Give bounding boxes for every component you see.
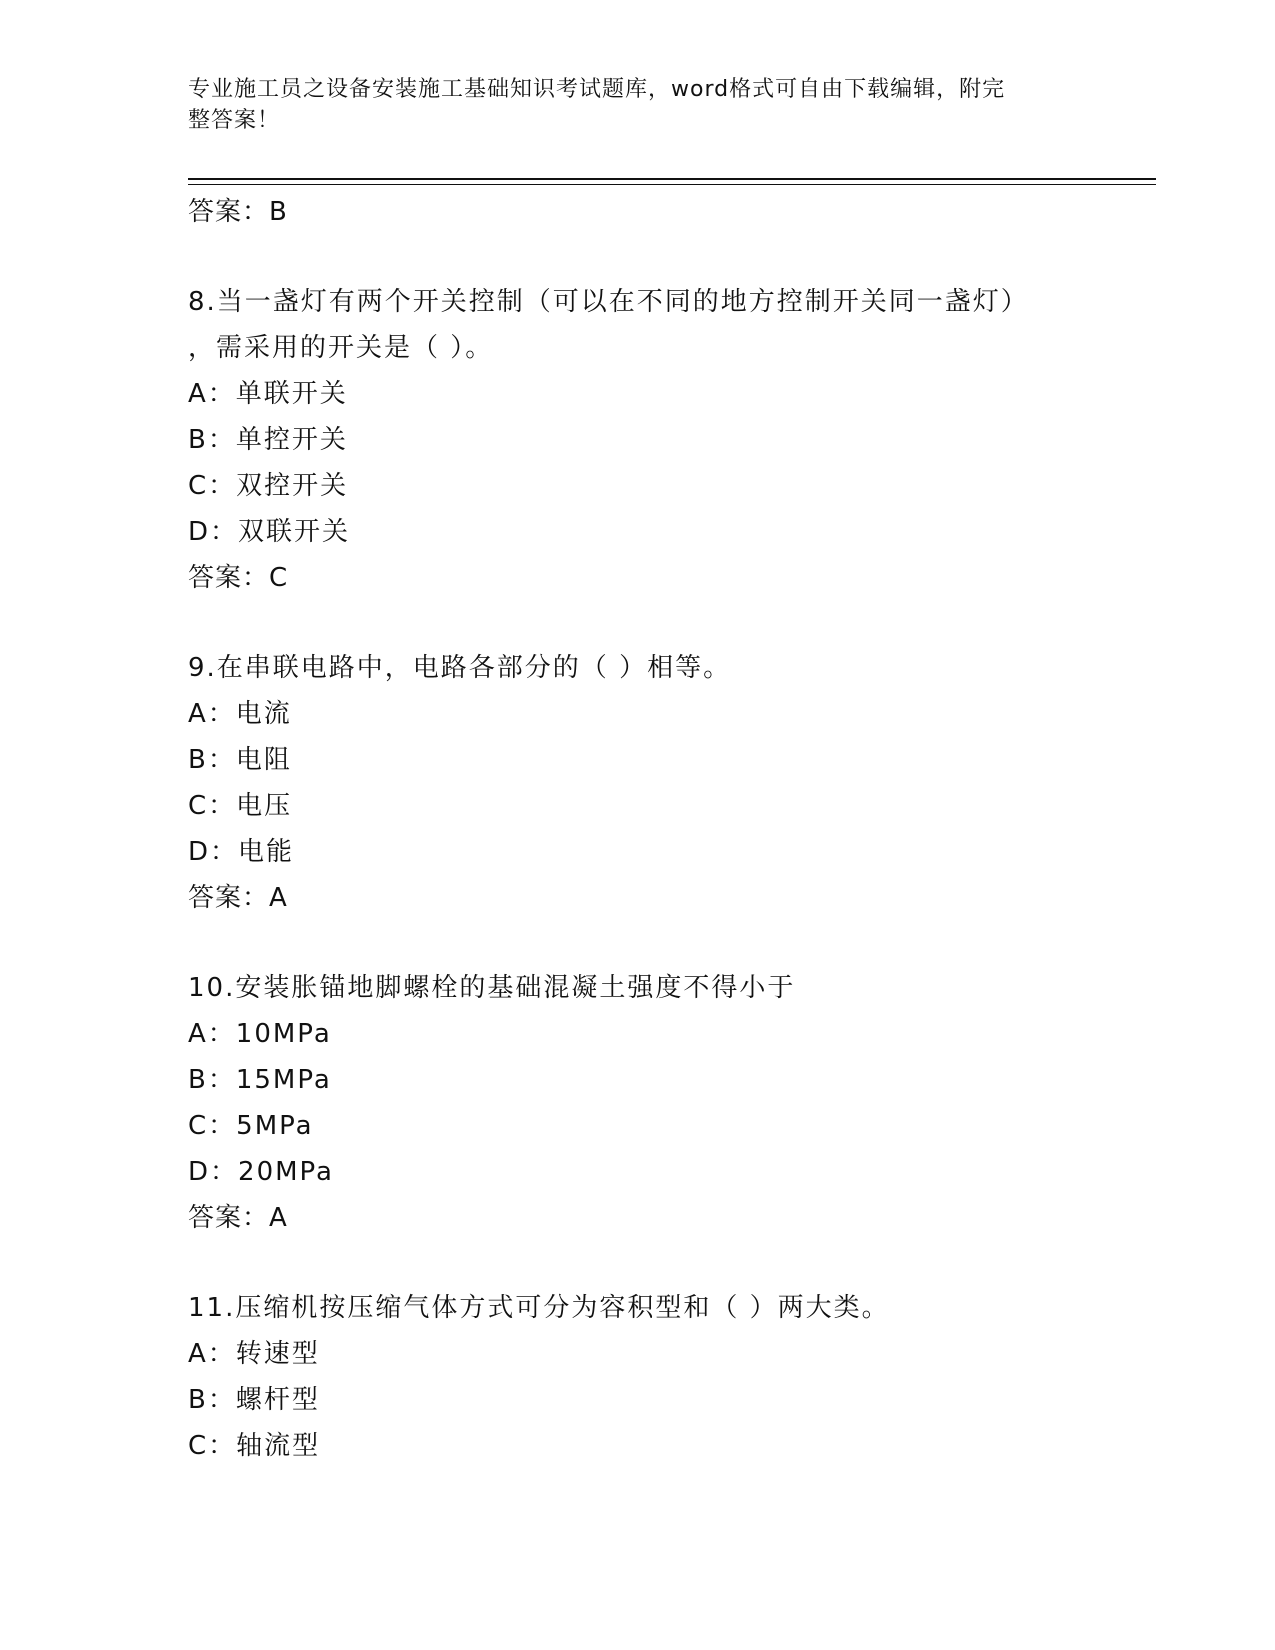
question-stem: 10.安装胀锚地脚螺栓的基础混凝土强度不得小于	[188, 973, 796, 1003]
option-d: D：电能	[188, 837, 295, 867]
option-b: B：螺杆型	[188, 1385, 320, 1415]
question-stem: 11.压缩机按压缩气体方式可分为容积型和（ ）两大类。	[188, 1293, 890, 1323]
document-header	[188, 74, 1068, 136]
option-b: B：电阻	[188, 745, 292, 775]
option-d: D：双联开关	[188, 517, 351, 547]
question-stem: 9.在串联电路中，电路各部分的（ ）相等。	[188, 653, 732, 683]
option-a: A：单联开关	[188, 379, 348, 409]
question-11	[188, 1285, 1148, 1469]
header-line-1: 专业施工员之设备安装施工基础知识考试题库，word格式可自由下载编辑，附完	[188, 77, 1006, 102]
answer-line: 答案：A	[188, 883, 288, 913]
option-c: C：电压	[188, 791, 293, 821]
option-a: A：转速型	[188, 1339, 320, 1369]
answer-line: 答案：C	[188, 563, 289, 593]
option-c: C：轴流型	[188, 1431, 321, 1461]
option-c: C：5MPa	[188, 1111, 314, 1141]
question-list	[188, 189, 1148, 1469]
option-b: B：单控开关	[188, 425, 348, 455]
option-c: C：双控开关	[188, 471, 349, 501]
option-b: B：15MPa	[188, 1065, 332, 1095]
question-stem: 8.当一盏灯有两个开关控制（可以在不同的地方控制开关同一盏灯）	[188, 287, 1029, 317]
option-a: A：10MPa	[188, 1019, 332, 1049]
question-9	[188, 645, 1148, 921]
header-line-2: 整答案！	[188, 108, 281, 133]
question-10	[188, 965, 1148, 1241]
question-stem: ，需采用的开关是（ ）。	[188, 333, 494, 363]
header-divider-thin	[188, 184, 1156, 185]
option-a: A：电流	[188, 699, 292, 729]
option-d: D：20MPa	[188, 1157, 334, 1187]
answer-line: 答案：B	[188, 197, 288, 227]
question-8	[188, 279, 1148, 601]
header-divider-thick	[188, 178, 1156, 180]
answer-line: 答案：A	[188, 1203, 288, 1233]
